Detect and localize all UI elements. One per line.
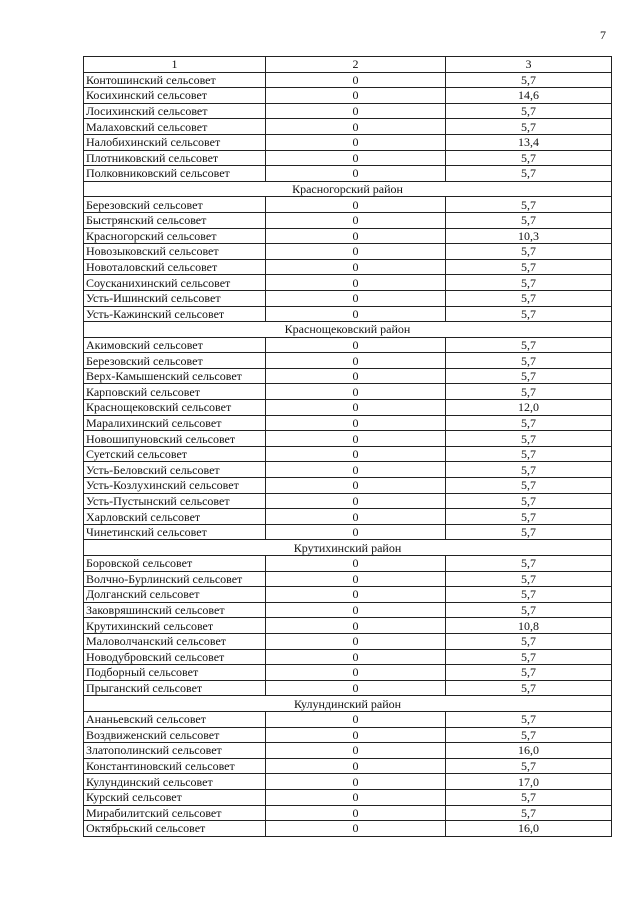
column-3-value: 5,7 [446,665,612,681]
settlement-name: Налобихинский сельсовет [84,134,266,150]
settlement-name: Боровской сельсовет [84,556,266,572]
settlement-name: Маловолчанский сельсовет [84,633,266,649]
column-3-value: 17,0 [446,774,612,790]
table-row [84,197,612,213]
settlement-name: Усть-Беловский сельсовет [84,462,266,478]
column-2-value: 0 [266,368,446,384]
settlement-name: Березовский сельсовет [84,197,266,213]
settlement-name: Маралихинский сельсовет [84,415,266,431]
column-3-value: 5,7 [446,446,612,462]
settlement-name: Кулундинский сельсовет [84,774,266,790]
settlement-name: Константиновский сельсовет [84,758,266,774]
column-3-value: 5,7 [446,259,612,275]
column-3-value: 5,7 [446,306,612,322]
table-row [84,789,612,805]
table-row [84,368,612,384]
column-2-value: 0 [266,150,446,166]
table-row [84,524,612,540]
column-2-value: 0 [266,556,446,572]
table-row [84,618,612,634]
column-2-value: 0 [266,649,446,665]
district-name: Красногорский район [84,181,612,197]
table-row [84,462,612,478]
table-row [84,665,612,681]
column-3-value: 5,7 [446,649,612,665]
column-2-value: 0 [266,805,446,821]
column-2-value: 0 [266,259,446,275]
table-row [84,758,612,774]
district-header-row [84,696,612,712]
column-2-value: 0 [266,228,446,244]
column-2-value: 0 [266,478,446,494]
column-2-value: 0 [266,821,446,837]
settlement-name: Верх-Камышенский сельсовет [84,368,266,384]
table-row [84,478,612,494]
column-2-value: 0 [266,337,446,353]
column-2-value: 0 [266,509,446,525]
table-row [84,72,612,88]
column-2-value: 0 [266,446,446,462]
column-2-value: 0 [266,524,446,540]
column-header-1: 1 [84,57,266,73]
table-row [84,633,612,649]
column-3-value: 5,7 [446,680,612,696]
table-row [84,290,612,306]
table-header-row [84,57,612,73]
table-row [84,509,612,525]
settlement-name: Крутихинский сельсовет [84,618,266,634]
settlement-name: Красногорский сельсовет [84,228,266,244]
settlement-name: Полковниковский сельсовет [84,166,266,182]
table-row [84,103,612,119]
column-3-value: 10,3 [446,228,612,244]
column-3-value: 5,7 [446,150,612,166]
column-2-value: 0 [266,587,446,603]
column-3-value: 5,7 [446,275,612,291]
column-3-value: 5,7 [446,789,612,805]
column-2-value: 0 [266,197,446,213]
column-3-value: 5,7 [446,805,612,821]
column-3-value: 5,7 [446,509,612,525]
column-2-value: 0 [266,727,446,743]
column-2-value: 0 [266,275,446,291]
column-2-value: 0 [266,665,446,681]
table-row [84,431,612,447]
settlement-name: Акимовский сельсовет [84,337,266,353]
page-number: 7 [600,28,606,42]
column-3-value: 5,7 [446,431,612,447]
table-row [84,805,612,821]
column-2-value: 0 [266,431,446,447]
table-row [84,727,612,743]
column-3-value: 5,7 [446,103,612,119]
column-2-value: 0 [266,633,446,649]
table-row [84,259,612,275]
column-3-value: 16,0 [446,743,612,759]
column-3-value: 5,7 [446,633,612,649]
settlement-name: Соусканихинский сельсовет [84,275,266,291]
column-2-value: 0 [266,384,446,400]
column-header-3: 3 [446,57,612,73]
column-3-value: 5,7 [446,290,612,306]
table-row [84,119,612,135]
settlement-name: Усть-Кажинский сельсовет [84,306,266,322]
settlement-name: Малаховский сельсовет [84,119,266,135]
settlement-name: Лосихинский сельсовет [84,103,266,119]
column-3-value: 5,7 [446,197,612,213]
table-row [84,821,612,837]
column-3-value: 16,0 [446,821,612,837]
column-2-value: 0 [266,493,446,509]
column-3-value: 5,7 [446,119,612,135]
table-row [84,353,612,369]
table-row [84,571,612,587]
settlement-name: Усть-Ишинский сельсовет [84,290,266,306]
settlement-name: Долганский сельсовет [84,587,266,603]
settlement-name: Плотниковский сельсовет [84,150,266,166]
column-3-value: 5,7 [446,415,612,431]
settlement-name: Новодубровский сельсовет [84,649,266,665]
settlement-name: Заковряшинский сельсовет [84,602,266,618]
column-2-value: 0 [266,166,446,182]
district-name: Краснощековский район [84,322,612,338]
column-3-value: 5,7 [446,602,612,618]
district-name: Кулундинский район [84,696,612,712]
column-2-value: 0 [266,400,446,416]
table-row [84,150,612,166]
settlement-name: Воздвиженский сельсовет [84,727,266,743]
table-row [84,134,612,150]
settlement-name: Новоталовский сельсовет [84,259,266,275]
settlement-name: Чинетинский сельсовет [84,524,266,540]
table-row [84,774,612,790]
table-row [84,446,612,462]
column-3-value: 5,7 [446,368,612,384]
column-2-value: 0 [266,758,446,774]
settlement-name: Волчно-Бурлинский сельсовет [84,571,266,587]
column-2-value: 0 [266,571,446,587]
table-row [84,306,612,322]
column-3-value: 5,7 [446,337,612,353]
column-2-value: 0 [266,711,446,727]
column-header-2: 2 [266,57,446,73]
settlement-name: Краснощековский сельсовет [84,400,266,416]
table-row [84,228,612,244]
table-row [84,415,612,431]
column-2-value: 0 [266,212,446,228]
table-row [84,337,612,353]
table-row [84,384,612,400]
table-row [84,212,612,228]
district-header-row [84,322,612,338]
settlement-name: Мирабилитский сельсовет [84,805,266,821]
column-3-value: 5,7 [446,524,612,540]
district-header-row [84,181,612,197]
column-3-value: 14,6 [446,88,612,104]
column-3-value: 5,7 [446,758,612,774]
table-row [84,649,612,665]
column-3-value: 5,7 [446,571,612,587]
district-name: Крутихинский район [84,540,612,556]
settlement-name: Быстрянский сельсовет [84,212,266,228]
column-2-value: 0 [266,119,446,135]
column-3-value: 12,0 [446,400,612,416]
column-2-value: 0 [266,602,446,618]
column-3-value: 5,7 [446,384,612,400]
settlement-name: Контошинский сельсовет [84,72,266,88]
settlement-name: Косихинский сельсовет [84,88,266,104]
table-row [84,602,612,618]
settlement-name: Усть-Козлухинский сельсовет [84,478,266,494]
settlement-name: Ананьевский сельсовет [84,711,266,727]
column-2-value: 0 [266,680,446,696]
settlement-name: Суетский сельсовет [84,446,266,462]
table-row [84,493,612,509]
column-2-value: 0 [266,462,446,478]
column-2-value: 0 [266,306,446,322]
column-3-value: 10,8 [446,618,612,634]
column-3-value: 5,7 [446,727,612,743]
settlement-name: Новозыковский сельсовет [84,244,266,260]
column-2-value: 0 [266,134,446,150]
settlement-name: Прыганский сельсовет [84,680,266,696]
column-2-value: 0 [266,244,446,260]
table-row [84,556,612,572]
column-3-value: 5,7 [446,353,612,369]
column-2-value: 0 [266,789,446,805]
table-row [84,587,612,603]
column-2-value: 0 [266,72,446,88]
district-header-row [84,540,612,556]
column-2-value: 0 [266,743,446,759]
allocation-table [83,56,612,837]
settlement-name: Березовский сельсовет [84,353,266,369]
table-row [84,275,612,291]
table-row [84,244,612,260]
column-2-value: 0 [266,103,446,119]
table-row [84,166,612,182]
column-3-value: 5,7 [446,244,612,260]
column-2-value: 0 [266,353,446,369]
column-3-value: 5,7 [446,493,612,509]
column-3-value: 13,4 [446,134,612,150]
column-3-value: 5,7 [446,478,612,494]
column-2-value: 0 [266,88,446,104]
column-2-value: 0 [266,774,446,790]
column-2-value: 0 [266,290,446,306]
column-3-value: 5,7 [446,166,612,182]
settlement-name: Курский сельсовет [84,789,266,805]
settlement-name: Карповский сельсовет [84,384,266,400]
table-row [84,711,612,727]
column-3-value: 5,7 [446,556,612,572]
settlement-name: Харловский сельсовет [84,509,266,525]
table-row [84,400,612,416]
column-3-value: 5,7 [446,711,612,727]
settlement-name: Златополинский сельсовет [84,743,266,759]
settlement-name: Подборный сельсовет [84,665,266,681]
settlement-name: Усть-Пустынский сельсовет [84,493,266,509]
table-row [84,88,612,104]
column-2-value: 0 [266,618,446,634]
column-3-value: 5,7 [446,72,612,88]
column-2-value: 0 [266,415,446,431]
column-3-value: 5,7 [446,587,612,603]
table-body [84,57,612,837]
column-3-value: 5,7 [446,462,612,478]
settlement-name: Новошипуновский сельсовет [84,431,266,447]
column-3-value: 5,7 [446,212,612,228]
table-row [84,680,612,696]
settlement-name: Октябрьский сельсовет [84,821,266,837]
table-row [84,743,612,759]
